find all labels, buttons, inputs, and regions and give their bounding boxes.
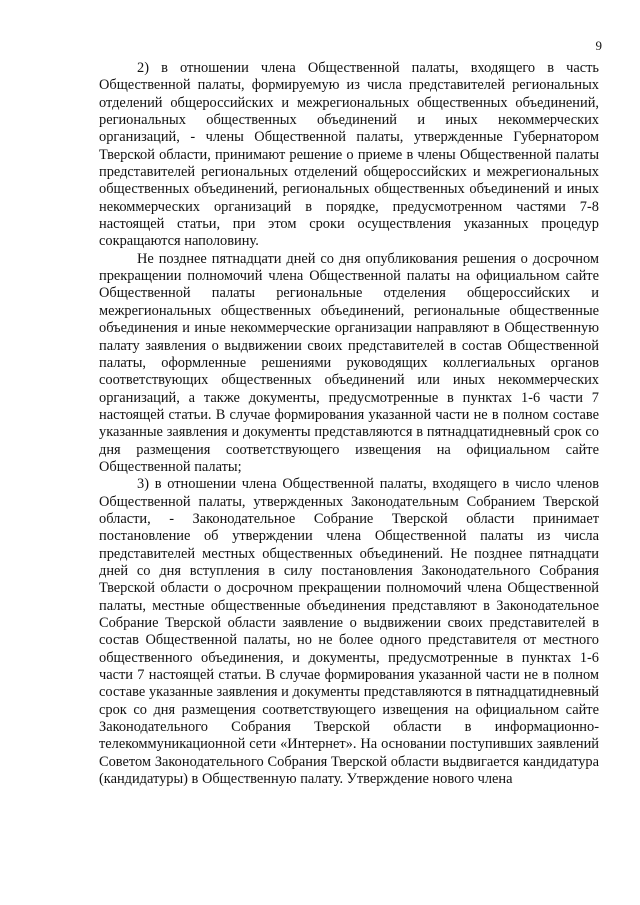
paragraph-clause-3: 3) в отношении члена Общественной палаты, входящего в число членов Общественной палаты, утвержденных Законодательным Собранием Тверской области, - Законодательное Собрание Тверской области принимает постановление об утверждении члена Общественной палаты из числа представителей местных общественных объединений. Не позднее пятнадцати дней со дня вступления в силу постановления Законодательного Собрания Тверской области о досрочном прекращении полномочий члена Общественной палаты, местные общественные объединения представляют в Законодательное Собрание Тверской области заявление о выдвижении своих представителей в состав Общественной палаты, но не более одного представителя от местного общественного объединения, и документы, предусмотренные в пунктах 1-6 части 7 настоящей статьи. В случае формирования указанной части не в полном составе указанные заявления и документы представляются в пятнадцатидневный срок со дня размещения соответствующего извещения на официальном сайте Законодательного Собрания Тверской области в информационно-телекоммуникационной сети «Интернет». На основании поступивших заявлений Советом Законодательного Собрания Тверской области выдвигается кандидатура (кандидатуры) в Общественную палату. Утверждение нового члена [99, 476, 599, 788]
paragraph-clause-2: 2) в отношении члена Общественной палаты, входящего в часть Общественной палаты, формируемую из числа представителей региональных отделений общероссийских и межрегиональных общественных объединений, региональных общественных объединений и иных некоммерческих организаций, - члены Общественной палаты, утвержденные Губернатором Тверской области, принимают решение о приеме в члены Общественной палаты представителей региональных отделений общероссийских и межрегиональных общественных объединений, региональных общественных объединений и иных некоммерческих организаций в порядке, предусмотренном частями 7-8 настоящей статьи, при этом сроки осуществления указанных процедур сокращаются наполовину. [99, 60, 599, 250]
paragraph-deadline-nomination: Не позднее пятнадцати дней со дня опубликования решения о досрочном прекращении полномочий члена Общественной палаты на официальном сайте Общественной палаты региональные отделения общероссийских и межрегиональных общественных объединений, региональные общественные объединения и иные некоммерческие организации направляют в Общественную палату заявления о выдвижении своих представителей в состав Общественной палаты, оформленные решениями руководящих коллегиальных органов соответствующих общественных объединений или иных некоммерческих организаций, а также документы, предусмотренные в пунктах 1-6 части 7 настоящей статьи. В случае формирования указанной части не в полном составе указанные заявления и документы представляются в пятнадцатидневный срок со дня размещения соответствующего извещения на официальном сайте Общественной палаты; [99, 250, 599, 475]
page-number: 9 [595, 38, 602, 53]
document-body [99, 60, 599, 788]
